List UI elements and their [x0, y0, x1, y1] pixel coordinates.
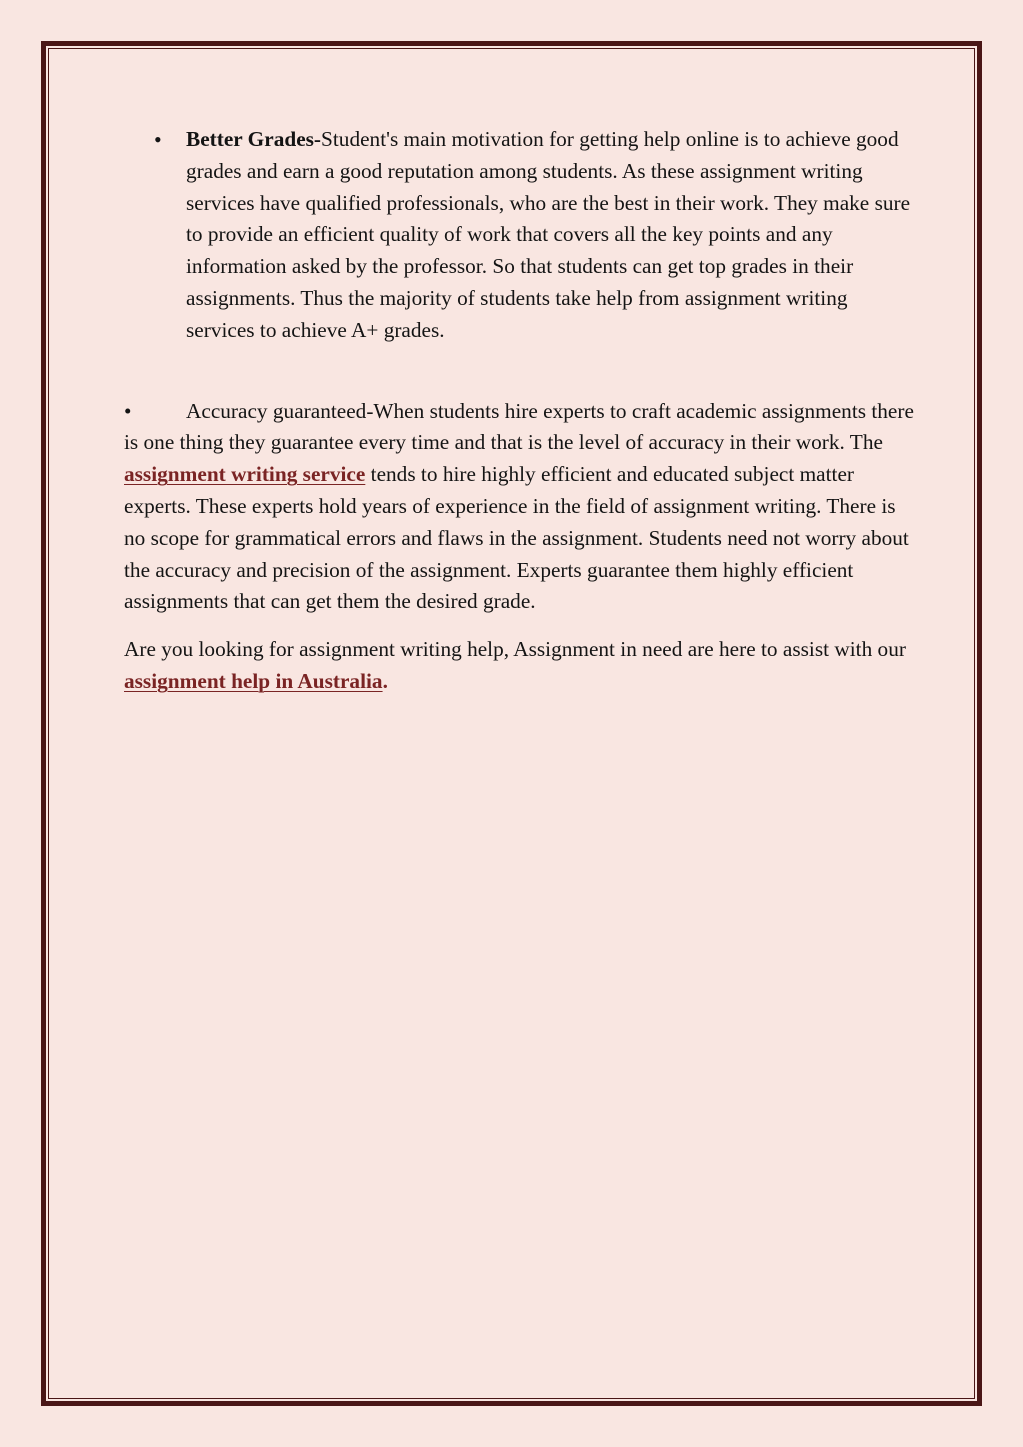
- paragraph-accuracy-guaranteed: [124, 396, 914, 619]
- document-body: [124, 124, 914, 698]
- closing-paragraph: [124, 634, 914, 698]
- closing-text: Are you looking for assignment writing help, Assignment in need are here to assist with our: [124, 637, 906, 662]
- list-item-better-grades: [124, 124, 914, 347]
- list-item-body: Student's main motivation for getting help online is to achieve good grades and earn a good reputation among students. As these assignment writing services have qualified professionals, who are the best in their work. They make sure to provide an efficient quality of work that covers all the key points and any information asked by the professor. So that students can get top grades in their assignments. Thus the majority of students take help from assignment writing services to achieve A+ grades.: [186, 127, 911, 342]
- bullet-icon: •: [124, 398, 132, 423]
- assignment-writing-service-link[interactable]: assignment writing service: [124, 462, 366, 487]
- paragraph-text-start: Accuracy guaranteed-When students hire experts to craft academic assignments there is one thing they guarantee every time and that is the level of accuracy in their work. The: [124, 398, 914, 455]
- paragraph-text-end: tends to hire highly efficient and educated subject matter experts. These experts hold years of experience in the field of assignment writing. There is no scope for grammatical errors and flaws in the assignment. Students need not worry about the accuracy and precision of the assignment. Experts guarantee them highly efficient assignments that can get them the desired grade.: [124, 462, 909, 614]
- closing-period: .: [382, 668, 388, 693]
- bullet-icon: •: [154, 127, 162, 152]
- list-item-heading: Better Grades-: [186, 127, 322, 151]
- assignment-help-australia-link[interactable]: assignment help in Australia: [124, 668, 383, 693]
